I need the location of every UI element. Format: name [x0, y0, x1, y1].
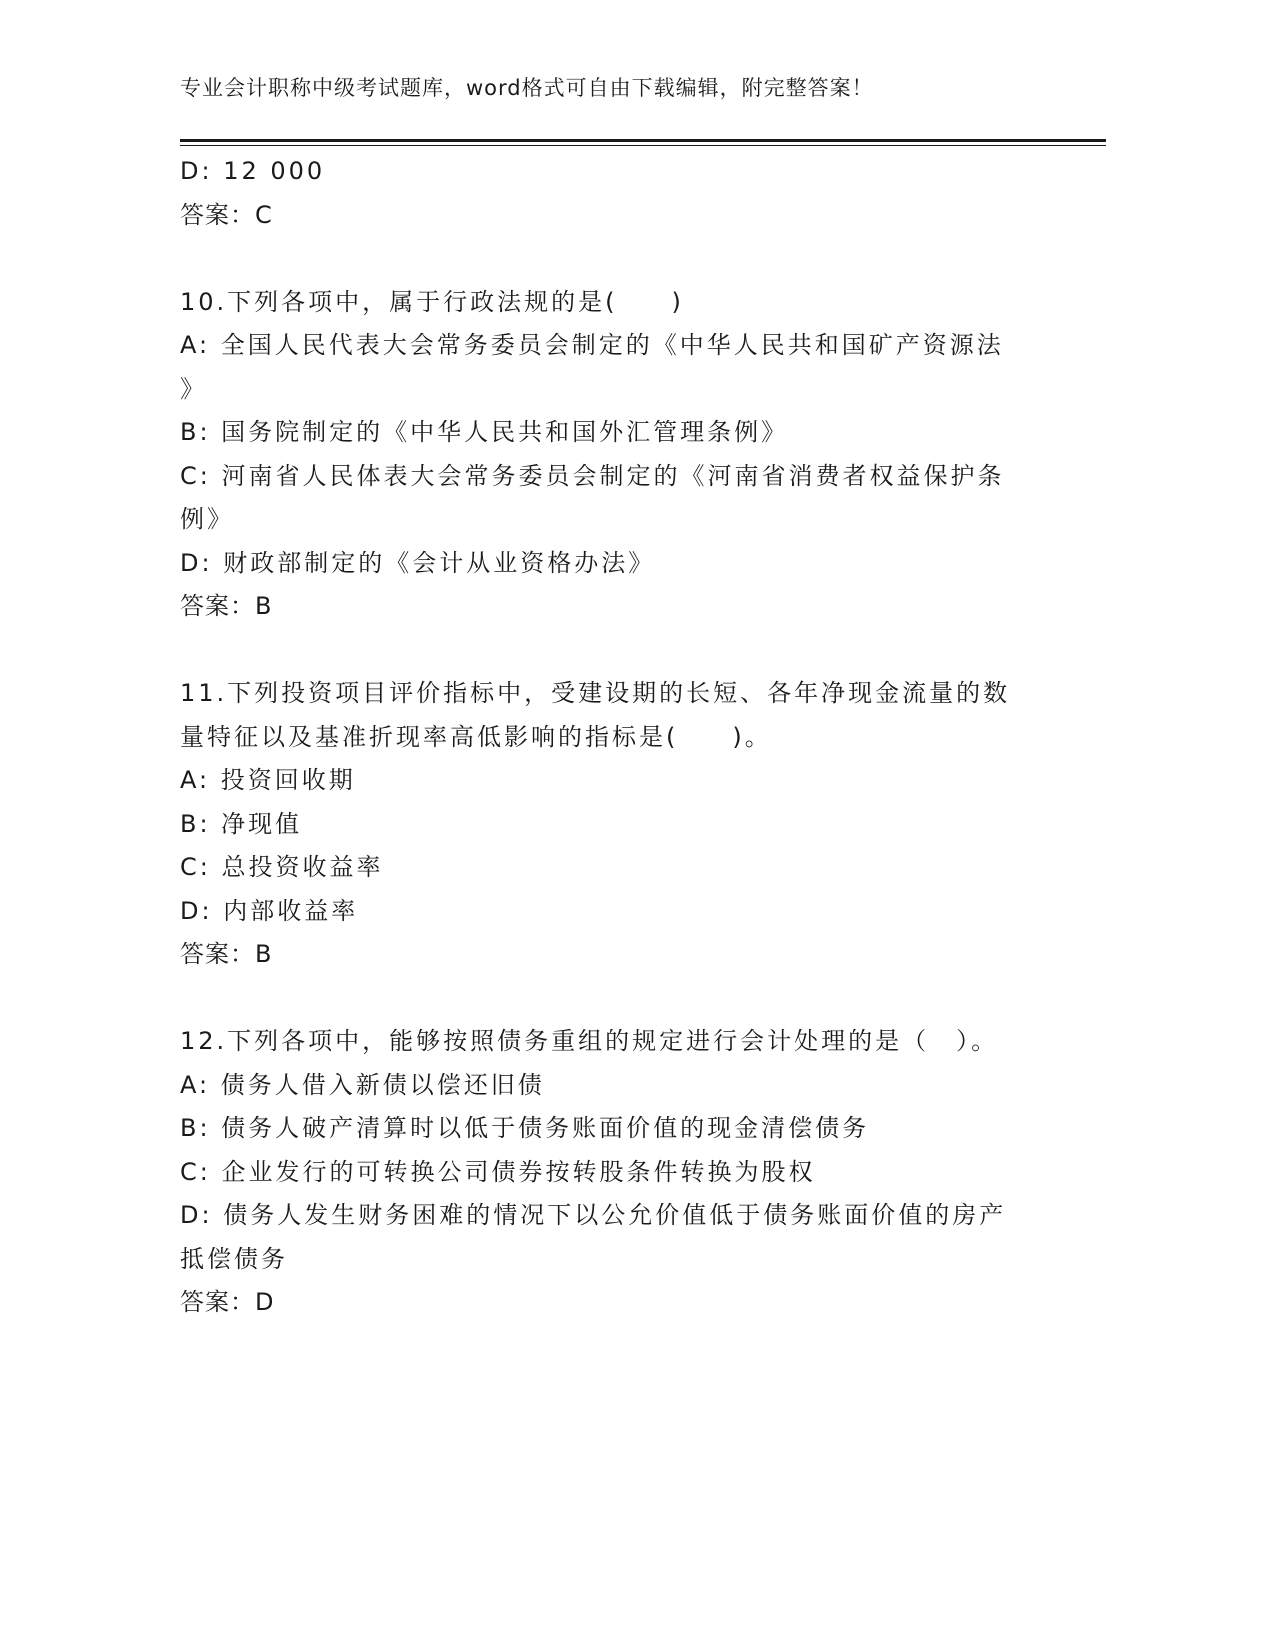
- question-11: [180, 672, 1040, 977]
- option-b: B: 债务人破产清算时以低于债务账面价值的现金清偿债务: [180, 1114, 870, 1142]
- option-a: A: 债务人借入新债以偿还旧债: [180, 1070, 545, 1099]
- question-10: [180, 281, 1040, 629]
- prev-option-d: D: 12 000: [180, 157, 326, 185]
- answer: 答案：B: [180, 940, 273, 968]
- option-d: D: 内部收益率: [180, 896, 359, 925]
- prev-answer: 答案：C: [180, 200, 273, 229]
- option-d-continued: 抵偿债务: [180, 1244, 288, 1273]
- question-12: [180, 1020, 1040, 1325]
- question-stem: 10.下列各项中，属于行政法规的是( ): [180, 287, 684, 316]
- header-divider-thin: [180, 145, 1106, 146]
- answer: 答案：B: [180, 592, 273, 620]
- question-stem: 12.下列各项中，能够按照债务重组的规定进行会计处理的是（ ）。: [180, 1027, 999, 1055]
- answer: 答案：D: [180, 1288, 275, 1316]
- option-c: C: 总投资收益率: [180, 853, 384, 881]
- question-content: [180, 150, 1040, 1325]
- page-header-text: 专业会计职称中级考试题库，word格式可自由下载编辑，附完整答案！: [180, 76, 874, 100]
- option-d: D: 债务人发生财务困难的情况下以公允价值低于债务账面价值的房产: [180, 1201, 1007, 1229]
- header-divider-thick: [180, 139, 1106, 142]
- option-c: C: 河南省人民体表大会常务委员会制定的《河南省消费者权益保护条: [180, 461, 1005, 490]
- option-a: A: 投资回收期: [180, 766, 356, 794]
- question-stem: 11.下列投资项目评价指标中，受建设期的长短、各年净现金流量的数: [180, 679, 1011, 707]
- option-c-continued: 例》: [180, 505, 234, 533]
- option-b: B: 净现值: [180, 809, 303, 838]
- option-a-continued: 》: [180, 374, 207, 403]
- option-a: A: 全国人民代表大会常务委员会制定的《中华人民共和国矿产资源法: [180, 331, 1004, 359]
- question-stem-continued: 量特征以及基准折现率高低影响的指标是( )。: [180, 722, 772, 751]
- option-b: B: 国务院制定的《中华人民共和国外汇管理条例》: [180, 418, 789, 446]
- option-c: C: 企业发行的可转换公司债券按转股条件转换为股权: [180, 1157, 816, 1186]
- option-d: D: 财政部制定的《会计从业资格办法》: [180, 548, 656, 577]
